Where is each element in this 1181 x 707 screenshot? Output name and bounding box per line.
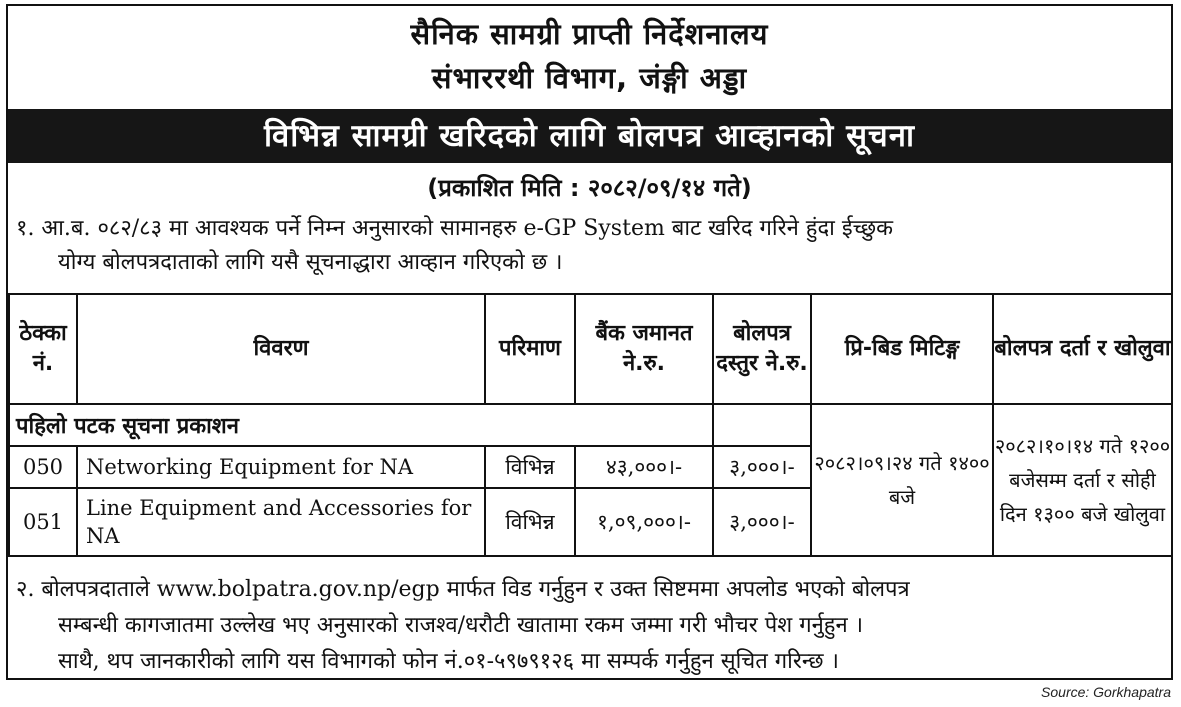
notice-title: विभिन्न सामग्री खरिदको लागि बोलपत्र आव्हानको सूचना — [8, 109, 1171, 163]
paragraph-2 — [16, 572, 1166, 680]
row-code: 051 — [9, 488, 77, 556]
col-fee: बोलपत्र दस्तुर ने.रु. — [713, 294, 811, 404]
paragraph-1-line-1: १. आ.ब. ०८२/८३ मा आवश्यक पर्ने निम्न अनुसारको सामानहरु e-GP System बाट खरिद गरिने हुंदा ईच्छुक — [16, 216, 894, 241]
table-header-row — [9, 294, 1172, 404]
paragraph-2-line-1: २. बोलपत्रदाताले www.bolpatra.gov.np/egp मार्फत विड गर्नुहुन र उक्त सिष्टममा अपलोड भएको बोलपत्र — [16, 577, 910, 602]
row-quantity: विभिन्न — [485, 446, 575, 488]
empty-cell — [713, 404, 811, 446]
source-credit: Source: Gorkhapatra — [1041, 684, 1171, 700]
tender-table — [8, 293, 1173, 557]
prebid-meeting: २०८२।०९।२४ गते १४०० बजे — [811, 404, 993, 556]
row-guarantee: १,०९,०००।- — [575, 488, 713, 556]
row-quantity: विभिन्न — [485, 488, 575, 556]
col-registration: बोलपत्र दर्ता र खोलुवा — [993, 294, 1172, 404]
col-prebid: प्रि-बिड मिटिङ्ग — [811, 294, 993, 404]
registration-opening: २०८२।१०।१४ गते १२०० बजेसम्म दर्ता र सोही दिन १३०० बजे खोलुवा — [993, 404, 1172, 556]
col-contract-no: ठेक्का नं. — [9, 294, 77, 404]
row-fee: ३,०००।- — [713, 488, 811, 556]
paragraph-1 — [16, 212, 1166, 280]
row-code: 050 — [9, 446, 77, 488]
col-quantity: परिमाण — [485, 294, 575, 404]
row-guarantee: ४३,०००।- — [575, 446, 713, 488]
col-description: विवरण — [77, 294, 485, 404]
paragraph-1-line-2: योग्य बोलपत्रदाताको लागि यसै सूचनाद्धारा आव्हान गरिएको छ । — [58, 250, 563, 275]
notice-frame — [6, 4, 1173, 680]
row-description: Networking Equipment for NA — [77, 446, 485, 488]
row-description: Line Equipment and Accessories for NA — [77, 488, 485, 556]
paragraph-2-line-3: साथै, थप जानकारीको लागि यस विभागको फोन नं.०१-५९७९१२६ मा सम्पर्क गर्नुहुन सूचित गरिन्छ । — [58, 649, 839, 674]
subheading: पहिलो पटक सूचना प्रकाशन — [9, 404, 713, 446]
department-name: संभाररथी विभाग, जंङ्गी अड्डा — [431, 61, 748, 95]
org-name: सैनिक सामग्री प्राप्ती निर्देशनालय — [410, 17, 769, 51]
row-fee: ३,०००।- — [713, 446, 811, 488]
table-subheading-row — [9, 404, 1172, 446]
paragraph-2-line-2: सम्बन्धी कागजातमा उल्लेख भए अनुसारको राजश्व/धरौटी खातामा रकम जम्मा गरी भौचर पेश गर्नुहुन । — [58, 613, 864, 638]
col-bank-guarantee: बैंक जमानत ने.रु. — [575, 294, 713, 404]
published-date: (प्रकाशित मिति : २०८२/०९/१४ गते) — [427, 174, 752, 202]
